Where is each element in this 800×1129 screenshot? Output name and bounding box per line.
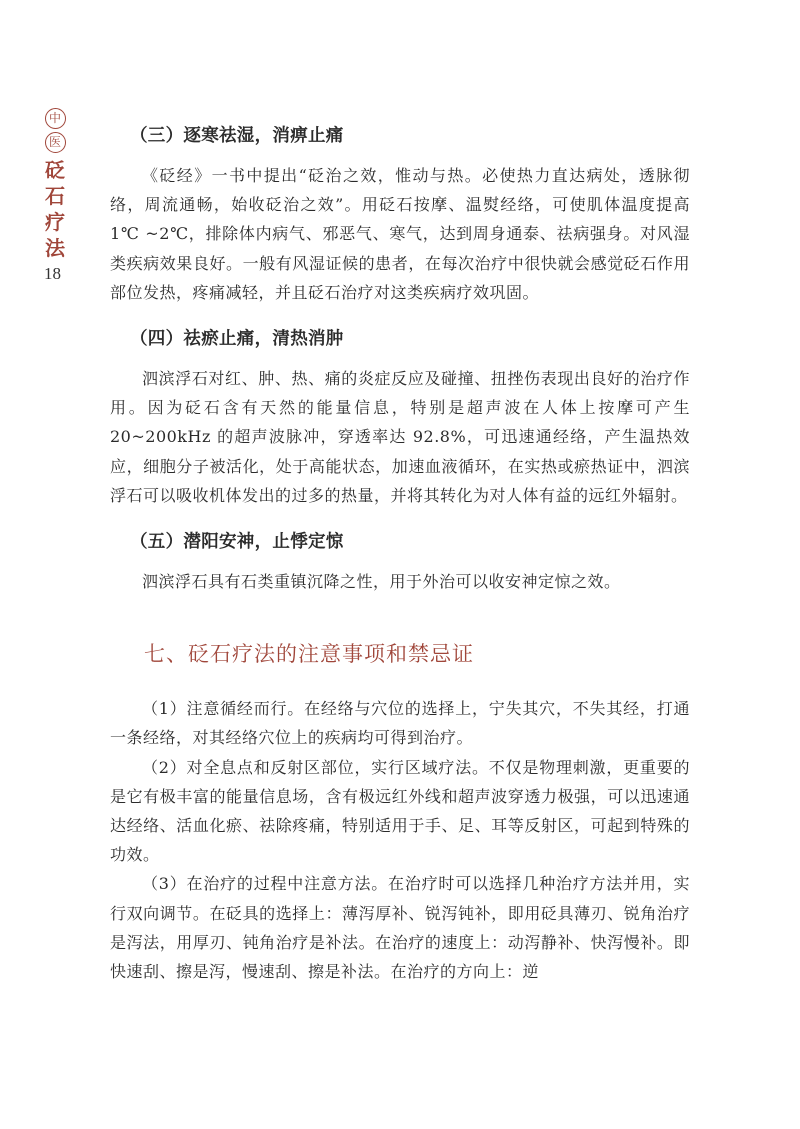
sidebar-circle-char-2: 医: [45, 132, 66, 153]
page-content: [110, 122, 690, 986]
sidebar-title-char-3: 疗: [45, 210, 65, 234]
section-body: 泗滨浮石对红、肿、热、痛的炎症反应及碰撞、扭挫伤表现出良好的治疗作用。因为砭石含有天然的能量信息，特别是超声波在人体上按摩可产生 20~200kHz 的超声波脉冲，穿透率达 92.8%，可迅速通经络，产生温热效应，细胞分子被活化，处于高能状态，加速血液循环，在实热或瘀热证中，泗滨浮石可以吸收机体发出的过多的热量，并将其转化为对人体有益的远红外辐射。: [110, 369, 690, 505]
chapter-heading: 七、砭石疗法的注意事项和禁忌证: [144, 642, 474, 667]
section-body: 《砭经》一书中提出“砭治之效，惟动与热。必使热力直达病处，透脉彻络，周流通畅，始收砭治之效”。用砭石按摩、温熨经络，可使肌体温度提高 1℃ ~2℃，排除体内病气、邪恶气、寒气，达到周身通泰、祛病强身。对风湿类疾病效果良好。一般有风湿证候的患者，在每次治疗中很快就会感觉砭石作用部位发热，疼痛减轻，并且砭石治疗对这类疾病疗效巩固。: [110, 166, 690, 302]
sidebar-title-char-2: 石: [45, 184, 65, 208]
sidebar-title-char-4: 法: [45, 236, 65, 260]
section-body: 泗滨浮石具有石类重镇沉降之性，用于外治可以收安神定惊之效。: [142, 572, 621, 592]
section-heading: （四）祛瘀止痛，清热消肿: [130, 329, 344, 350]
section-3: [110, 122, 690, 307]
sidebar-circle-char-1: 中: [45, 108, 66, 129]
section-5: [110, 528, 690, 596]
section-heading: （五）潜阳安神，止悸定惊: [130, 532, 344, 553]
list-item: （3）在治疗的过程中注意方法。在治疗时可以选择几种治疗方法并用，实行双向调节。在砭具的选择上：薄泻厚补、锐泻钝补，即用砭具薄刃、锐角治疗是泻法，用厚刃、钝角治疗是补法。在治疗的速度上：动泻静补、快泻慢补。即快速刮、擦是泻，慢速刮、擦是补法。在治疗的方向上：逆: [110, 874, 690, 982]
book-sidebar: [38, 108, 72, 260]
section-heading: （三）逐寒祛湿，消痹止痛: [130, 126, 344, 146]
list-item: （2）对全息点和反射区部位，实行区域疗法。不仅是物理刺激，更重要的是它有极丰富的能量信息场，含有极远红外线和超声波穿透力极强，可以迅速通达经络、活血化瘀、祛除疼痛，特别适用于手、足、耳等反射区，可起到特殊的功效。: [110, 757, 690, 865]
page-number: 18: [44, 264, 61, 283]
section-4: [110, 325, 690, 510]
sidebar-title-char-1: 砭: [45, 158, 65, 182]
list-item: （1）注意循经而行。在经络与穴位的选择上，宁失其穴，不失其经，打通一条经络，对其经络穴位上的疾病均可得到治疗。: [110, 699, 690, 748]
